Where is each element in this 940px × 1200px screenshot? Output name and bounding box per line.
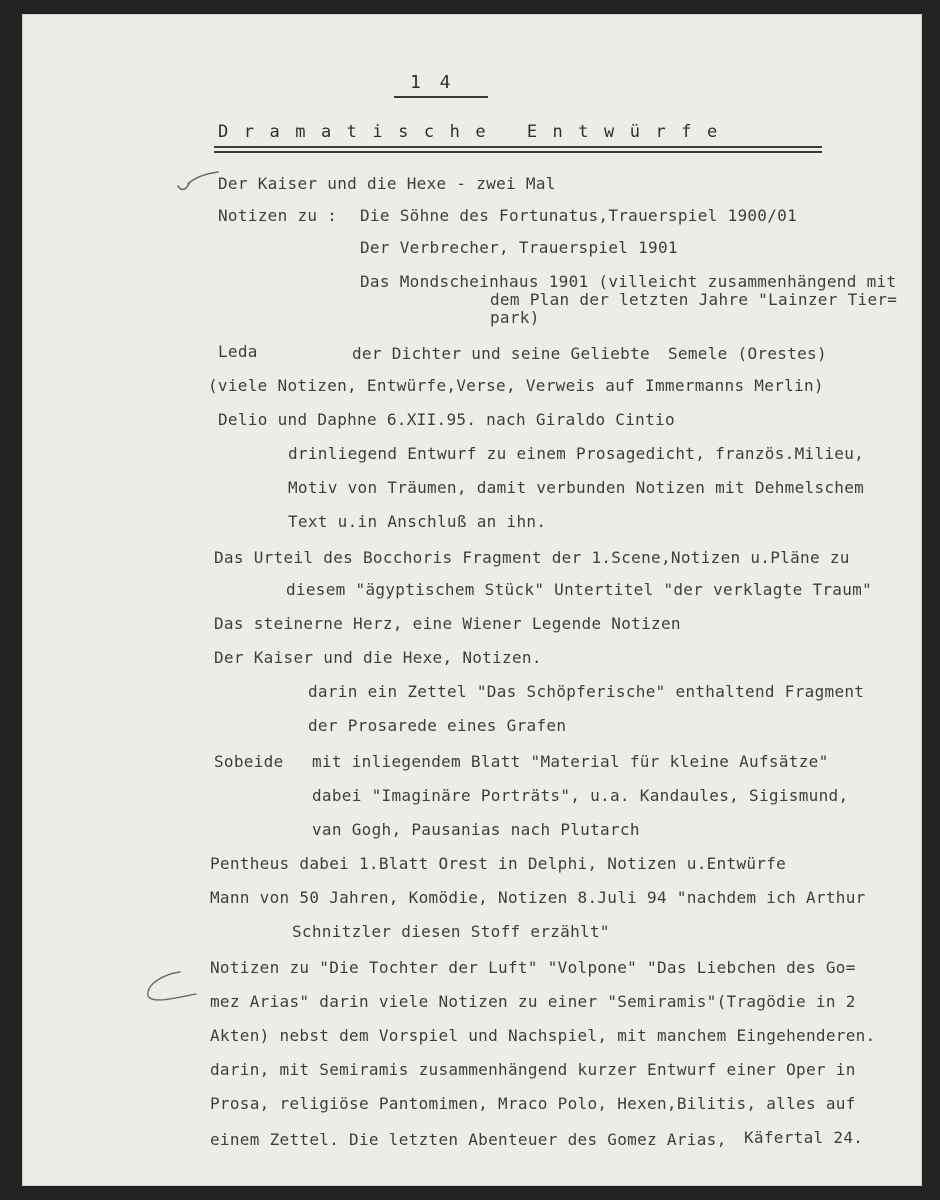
entry-line: Text u.in Anschluß an ihn. [288,512,547,531]
entry-line: der Prosarede eines Grafen [308,716,567,735]
entry-line: Prosa, religiöse Pantomimen, Mraco Polo, Hexen,Bilitis, alles auf [210,1094,856,1113]
entry-line: Mann von 50 Jahren, Komödie, Notizen 8.Juli 94 "nachdem ich Arthur [210,888,866,907]
entry-line: Der Verbrecher, Trauerspiel 1901 [360,238,678,257]
entry-line: Notizen zu "Die Tochter der Luft" "Volpone" "Das Liebchen des Go= [210,958,856,977]
entry-line: Das Mondscheinhaus 1901 (villeicht zusammenhängend mit [360,272,897,291]
entry-line: darin, mit Semiramis zusammenhängend kurzer Entwurf einer Oper in [210,1060,856,1079]
heading-underline-1 [214,146,822,148]
entry-line: drinliegend Entwurf zu einem Prosagedicht, französ.Milieu, [288,444,865,463]
document-page [22,14,922,1186]
pencil-curve-mark-icon [140,968,202,1008]
entry-line: Der Kaiser und die Hexe - zwei Mal [218,174,556,193]
entry-line: Semele (Orestes) [668,344,827,363]
entry-line: einem Zettel. Die letzten Abenteuer des Gomez Arias, [210,1130,727,1149]
pencil-check-mark-icon [174,170,222,194]
entry-line: Leda [218,342,258,361]
entry-line-location: Käfertal 24. [744,1128,864,1147]
entry-line: Schnitzler diesen Stoff erzählt" [292,922,610,941]
entry-line: der Dichter und seine Geliebte [352,344,650,363]
heading-underline-2 [214,151,822,153]
entry-line: diesem "ägyptischem Stück" Untertitel "der verklagte Traum" [286,580,873,599]
page-number: 1 4 [410,72,455,93]
entry-line: dabei "Imaginäre Porträts", u.a. Kandaules, Sigismund, [312,786,849,805]
entry-line: park) [490,308,540,327]
entry-line: Sobeide [214,752,284,771]
entry-line: Der Kaiser und die Hexe, Notizen. [214,648,542,667]
entry-line: van Gogh, Pausanias nach Plutarch [312,820,640,839]
entry-line: Akten) nebst dem Vorspiel und Nachspiel, mit manchem Eingehenderen. [210,1026,876,1045]
entry-line: dem Plan der letzten Jahre "Lainzer Tier= [490,290,898,309]
entry-line: (viele Notizen, Entwürfe,Verse, Verweis auf Immermanns Merlin) [208,376,824,395]
section-heading: Dramatische Entwürfe [218,122,733,142]
entry-line: Das Urteil des Bocchoris Fragment der 1.Scene,Notizen u.Pläne zu [214,548,850,567]
page-number-underline [394,96,488,98]
entry-line: Notizen zu : [218,206,338,225]
entry-line: Das steinerne Herz, eine Wiener Legende Notizen [214,614,681,633]
entry-line: darin ein Zettel "Das Schöpferische" enthaltend Fragment [308,682,865,701]
entry-line: Die Söhne des Fortunatus,Trauerspiel 1900/01 [360,206,798,225]
entry-line: mit inliegendem Blatt "Material für kleine Aufsätze" [312,752,829,771]
entry-line: Delio und Daphne 6.XII.95. nach Giraldo Cintio [218,410,675,429]
entry-line: Pentheus dabei 1.Blatt Orest in Delphi, Notizen u.Entwürfe [210,854,787,873]
entry-line: Motiv von Träumen, damit verbunden Notizen mit Dehmelschem [288,478,865,497]
entry-line: mez Arias" darin viele Notizen zu einer "Semiramis"(Tragödie in 2 [210,992,856,1011]
